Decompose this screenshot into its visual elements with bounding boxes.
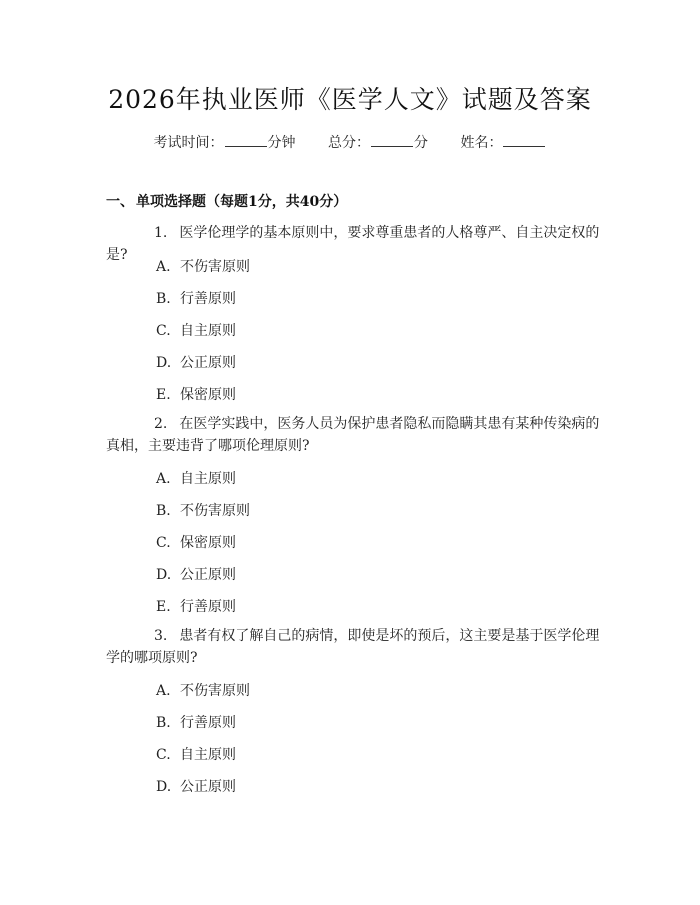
option-text: 不伤害原则 (180, 503, 250, 519)
section-heading (106, 191, 347, 211)
student-name-label: 姓名： (460, 135, 503, 151)
question-number: 2. (154, 416, 168, 432)
question-3 (106, 625, 600, 669)
question-1-option-e (156, 384, 236, 404)
option-text: 保密原则 (180, 387, 236, 403)
option-letter: C. (156, 747, 171, 763)
question-1-option-a (156, 256, 250, 276)
question-2 (106, 413, 600, 457)
option-letter: A. (156, 471, 171, 487)
question-1-option-d (156, 352, 236, 372)
document-title: 2026年执业医师《医学人文》试题及答案 (108, 85, 592, 114)
option-text: 行善原则 (180, 291, 236, 307)
exam-time-label: 考试时间： (153, 135, 224, 151)
option-letter: A. (156, 259, 171, 275)
exam-time-blank (225, 134, 267, 147)
section-title: 单项选择题（每题1分，共40分） (136, 194, 348, 210)
question-1-option-b (156, 288, 236, 308)
question-2-option-d (156, 564, 236, 584)
student-name-blank (503, 134, 545, 147)
exam-info-line (0, 132, 700, 152)
question-3-option-a (156, 680, 250, 700)
student-name-field (460, 132, 546, 152)
option-text: 自主原则 (180, 747, 236, 763)
option-text: 行善原则 (180, 599, 236, 615)
option-letter: E. (156, 387, 171, 403)
total-score-label: 总分： (328, 135, 370, 151)
section-number: 一、 (106, 194, 134, 210)
question-2-option-a (156, 468, 236, 488)
question-number: 3. (154, 628, 168, 644)
option-text: 保密原则 (180, 535, 236, 551)
exam-time-unit: 分钟 (267, 135, 296, 151)
question-2-option-e (156, 596, 236, 616)
option-text: 不伤害原则 (180, 259, 250, 275)
option-text: 自主原则 (180, 471, 236, 487)
option-letter: D. (156, 355, 172, 371)
option-text: 自主原则 (180, 323, 236, 339)
question-1-option-c (156, 320, 236, 340)
question-3-option-d (156, 776, 236, 796)
option-letter: C. (156, 323, 171, 339)
option-text: 行善原则 (180, 715, 236, 731)
total-score-field (328, 132, 428, 152)
option-letter: A. (156, 683, 171, 699)
question-text: 患者有权了解自己的病情，即使是坏的预后，这主要是基于医学伦理学的哪项原则? (106, 628, 600, 666)
question-3-option-b (156, 712, 236, 732)
option-letter: B. (156, 715, 171, 731)
exam-time-field (154, 132, 296, 152)
question-number: 1. (154, 225, 168, 241)
total-score-blank (371, 134, 413, 147)
option-text: 公正原则 (180, 779, 236, 795)
option-text: 不伤害原则 (180, 683, 250, 699)
option-letter: D. (156, 567, 172, 583)
total-score-unit: 分 (414, 135, 428, 151)
question-text: 医学伦理学的基本原则中，要求尊重患者的人格尊严、自主决定权的是? (106, 225, 600, 263)
question-2-option-c (156, 532, 236, 552)
option-letter: B. (156, 503, 171, 519)
option-text: 公正原则 (180, 355, 236, 371)
option-letter: C. (156, 535, 171, 551)
option-letter: D. (156, 779, 172, 795)
question-2-option-b (156, 500, 250, 520)
question-text: 在医学实践中，医务人员为保护患者隐私而隐瞒其患有某种传染病的真相，主要违背了哪项伦理原则? (106, 416, 600, 454)
question-3-option-c (156, 744, 236, 764)
option-letter: E. (156, 599, 171, 615)
option-letter: B. (156, 291, 171, 307)
option-text: 公正原则 (180, 567, 236, 583)
